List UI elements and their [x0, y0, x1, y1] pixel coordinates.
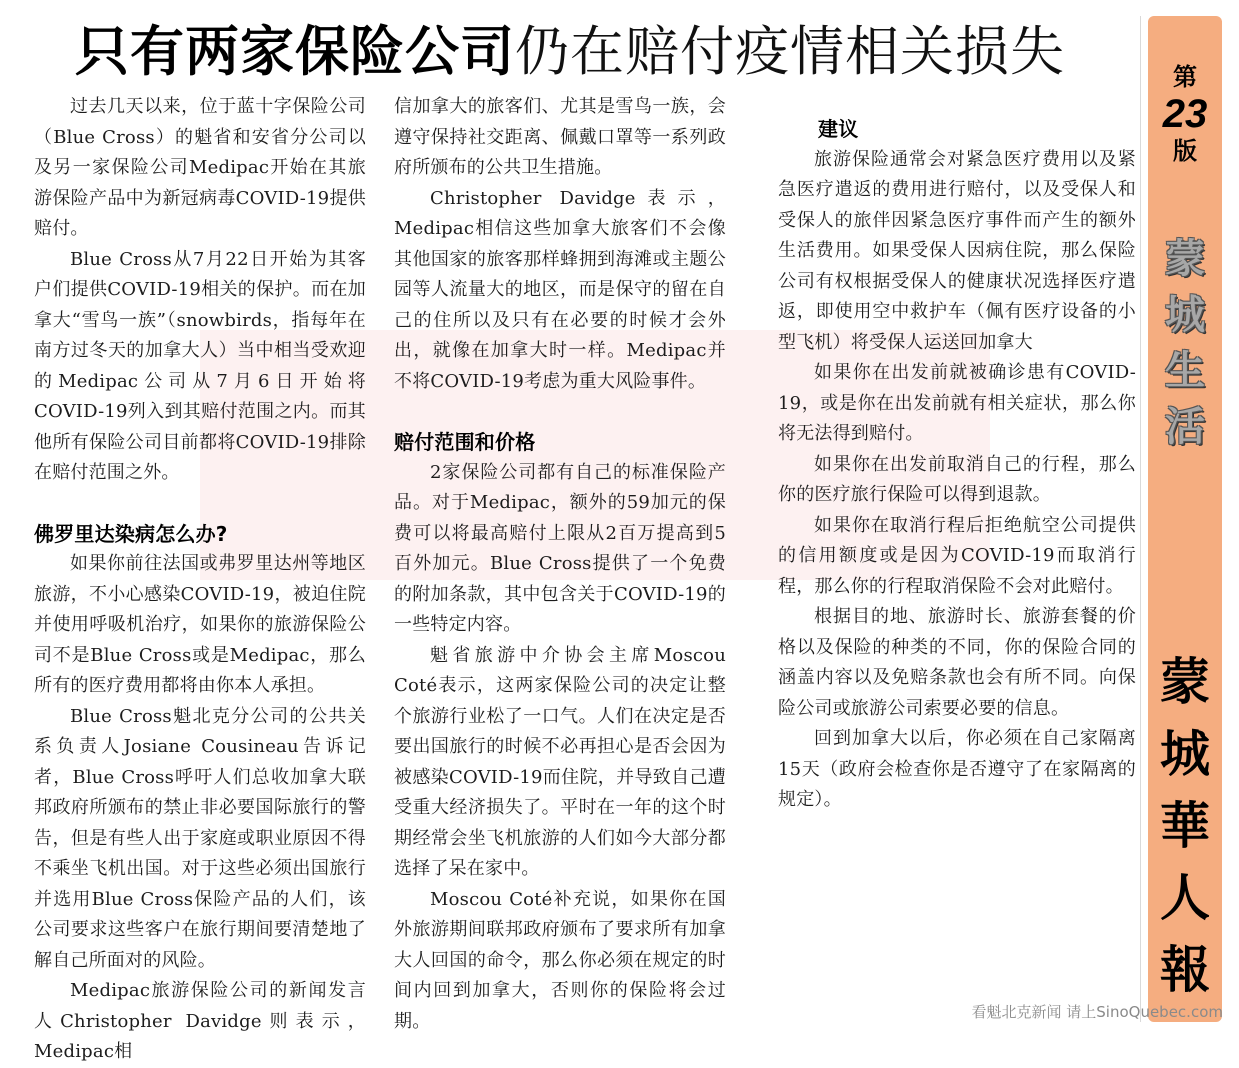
paragraph: 如果你前往法国或弗罗里达州等地区旅游，不小心感染COVID-19，被迫住院并使用呼吸机治疗，如果你的旅游保险公司不是Blue Cross或是Medipac，那么所有的医疗费用都将由你本人承担。 — [34, 553, 366, 696]
edition-number: 23 — [1162, 92, 1208, 136]
edition-suffix: 版 — [1173, 137, 1197, 165]
paragraph: Blue Cross魁北克分公司的公共关系负责人Josiane Cousineau告诉记者，Blue Cross呼吁人们总收加拿大联邦政府所颁布的禁止非必要国际旅行的警告，但是有些人出于家庭或职业原因不得不乘坐飞机出国。对于这些必须出国旅行并选用Blue Cross保险产品的人们，该公司要求这些客户在旅行期间要清楚地了解自己所面对的风险。 — [34, 705, 366, 971]
subheading-coverage: 赔付范围和价格 — [394, 430, 536, 454]
footer-website-note: 看魁北克新闻 请上SinoQuebec.com — [971, 1003, 1223, 1021]
paragraph: 2家保险公司都有自己的标准保险产品。对于Medipac，额外的59加元的保费可以将最高赔付上限从2百万提高到5百外加元。Blue Cross提供了一个免费的附加条款，其中包含关于COVID-19的一些特定内容。 — [394, 461, 726, 635]
article-headline — [0, 12, 1140, 92]
section-char: 城 — [1165, 292, 1205, 338]
paragraph: 过去几天以来，位于蓝十字保险公司（Blue Cross）的魁省和安省分公司以及另一家保险公司Medipac开始在其旅游保险产品中为新冠病毒COVID-19提供赔付。 — [34, 96, 366, 239]
logo-char: 人 — [1160, 868, 1210, 927]
section-char: 蒙 — [1165, 236, 1205, 282]
paragraph: 如果你在出发前取消自己的行程，那么你的医疗旅行保险可以得到退款。 — [778, 453, 1136, 505]
paragraph: 魁省旅游中介协会主席Moscou Coté表示，这两家保险公司的决定让整个旅游行业松了一口气。人们在决定是否要出国旅行的时候不必再担心是否会因为被感染COVID-19而住院，并导致自己遭受重大经济损失了。平时在一年的这个时期经常会坐飞机旅游的人们如今大部分都选择了呆在家中。 — [394, 644, 726, 879]
headline-bold-part: 只有两家保险公司 — [75, 20, 515, 83]
section-char: 活 — [1165, 404, 1205, 450]
logo-char: 蒙 — [1160, 652, 1210, 711]
subheading-advice: 建议 — [818, 117, 859, 141]
paragraph: Christopher Davidge表示，Medipac相信这些加拿大旅客们不会像其他国家的旅客那样蜂拥到海滩或主题公园等人流量大的地区，而是保守的留在自己的住所以及只有在必要的时候才会外出，就像在加拿大时一样。Medipac并不将COVID-19考虑为重大风险事件。 — [394, 187, 726, 392]
headline-light-part: 仍在赔付疫情相关损失 — [515, 20, 1065, 83]
paragraph: Moscou Coté补充说，如果你在国外旅游期间联邦政府颁布了要求所有加拿大人回国的命令，那么你必须在规定的时间内回到加拿大，否则你的保险将会过期。 — [394, 888, 726, 1032]
logo-char: 城 — [1160, 724, 1210, 783]
paragraph: Blue Cross从7月22日开始为其客户们提供COVID-19相关的保护。而在加拿大“雪鸟一族”（snowbirds，指每年在南方过冬天的加拿大人）当中相当受欢迎的Medipac公司从7月6日开始将COVID-19列入到其赔付范围之内。而其他所有保险公司目前都将COVID-19排除在赔付范围之外。 — [34, 248, 366, 483]
subheading-florida: 佛罗里达染病怎么办? — [34, 521, 228, 546]
page-sidebar — [1148, 16, 1222, 1022]
paragraph: Medipac旅游保险公司的新闻发言人Christopher Davidge则表示，Medipac相 — [34, 980, 366, 1062]
paragraph: 如果你在出发前就被确诊患有COVID-19，或是你在出发前就有相关症状，那么你将无法得到赔付。 — [778, 362, 1136, 444]
article-column-2 — [394, 92, 726, 1037]
edition-label — [1148, 62, 1222, 166]
paragraph: 回到加拿大以后，你必须在自己家隔离15天（政府会检查你是否遵守了在家隔离的规定）。 — [778, 728, 1136, 810]
article-column-1 — [34, 92, 366, 1068]
paragraph: 根据目的地、旅游时长、旅游套餐的价格以及保险的种类的不同，你的保险合同的涵盖内容以及免赔条款也会有所不同。向保险公司或旅游公司索要必要的信息。 — [778, 606, 1136, 719]
logo-char: 報 — [1160, 940, 1210, 999]
edition-prefix: 第 — [1173, 63, 1197, 91]
paragraph: 信加拿大的旅客们、尤其是雪鸟一族，会遵守保持社交距离、佩戴口罩等一系列政府所颁布的公共卫生措施。 — [394, 96, 726, 178]
logo-char: 華 — [1160, 796, 1210, 855]
newspaper-logo — [1148, 646, 1222, 1006]
article-column-3 — [778, 92, 1136, 816]
paragraph: 旅游保险通常会对紧急医疗费用以及紧急医疗遣返的费用进行赔付，以及受保人和受保人的旅伴因紧急医疗事件而产生的额外生活费用。如果受保人因病住院，那么保险公司有权根据受保人的健康状况选择医疗遣返，即使用空中救护车（佩有医疗设备的小型飞机）将受保人运送回加拿大 — [778, 148, 1136, 353]
paragraph: 如果你在取消行程后拒绝航空公司提供的信用额度或是因为COVID-19而取消行程，那么你的行程取消保险不会对此赔付。 — [778, 514, 1136, 597]
sidebar-divider — [1140, 16, 1141, 1022]
section-name — [1148, 231, 1222, 455]
section-char: 生 — [1165, 348, 1205, 394]
